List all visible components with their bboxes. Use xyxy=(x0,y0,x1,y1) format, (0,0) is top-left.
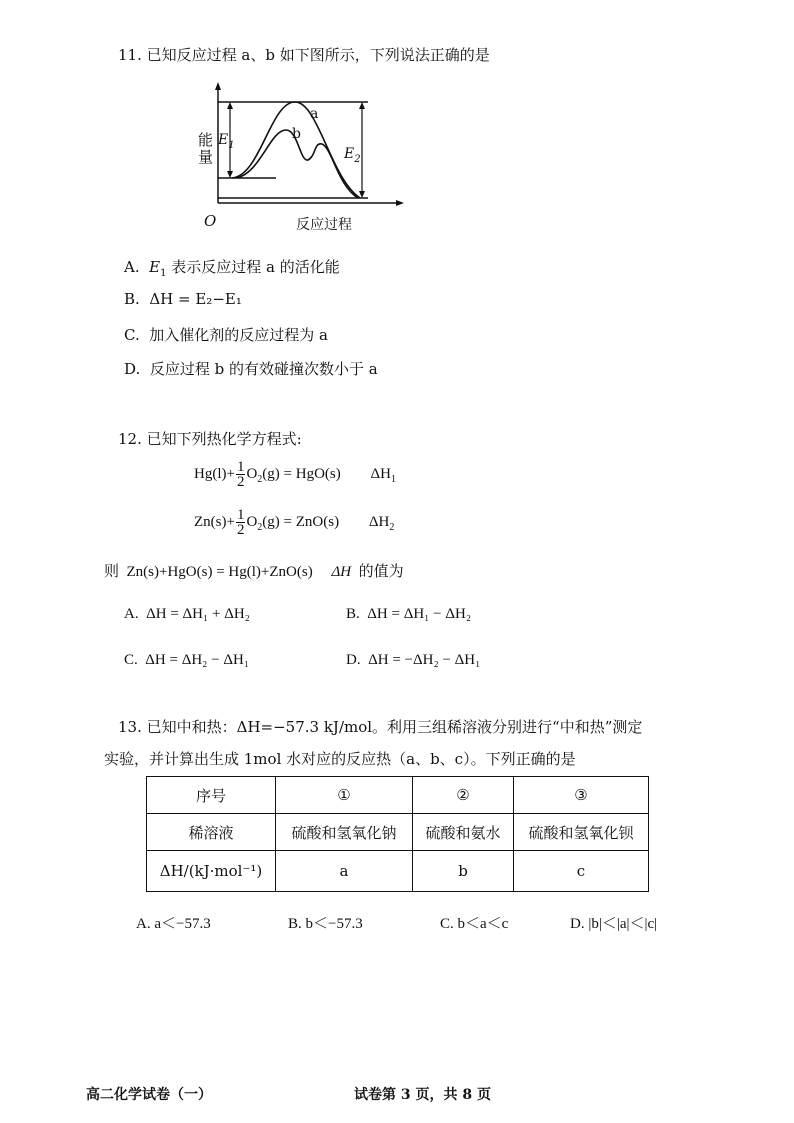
q12-option-c[interactable]: C. ΔH = ΔH₂ − ΔH₁ xyxy=(124,652,250,668)
q12-then-line: 则 Zn(s)+HgO(s) = Hg(l)+ZnO(s) ΔH 的值为 xyxy=(104,564,404,580)
q13-table xyxy=(146,776,649,892)
y-axis-arrow xyxy=(215,82,221,90)
footer-title: 高二化学试卷（一） xyxy=(86,1087,212,1103)
graph-origin-label: O xyxy=(204,212,217,230)
e1-arrow-head-top xyxy=(227,102,233,109)
table-cell: 硫酸和氨水 xyxy=(413,814,514,851)
table-cell: ΔH/(kJ·mol⁻¹) xyxy=(147,851,276,892)
e2-arrow-head-bottom xyxy=(359,191,365,198)
x-axis-arrow xyxy=(396,200,404,206)
q11-option-d[interactable]: D. 反应过程 b 的有效碰撞次数小于 a xyxy=(124,360,378,378)
table-cell: 硫酸和氢氧化钠 xyxy=(276,814,413,851)
q11-stem: 11. 已知反应过程 a、b 如下图所示，下列说法正确的是 xyxy=(118,46,490,64)
q11-option-c[interactable]: C. 加入催化剂的反应过程为 a xyxy=(124,326,328,344)
table-row xyxy=(147,777,649,814)
table-cell: ① xyxy=(276,777,413,814)
graph-x-label: 反应过程 xyxy=(296,217,352,233)
q13-option-a[interactable]: A. a＜−57.3 xyxy=(136,916,211,932)
q11-option-a[interactable]: A. $E_1$ 表示反应过程 a 的活化能 xyxy=(124,258,340,279)
graph-y-label: 能量 xyxy=(196,132,214,166)
q12-option-b[interactable]: B. ΔH = ΔH₁ − ΔH₂ xyxy=(346,606,472,622)
table-cell: ③ xyxy=(514,777,649,814)
table-row xyxy=(147,851,649,892)
e2-label: $E_2$ xyxy=(344,146,361,165)
e1-arrow-head-bottom xyxy=(227,171,233,178)
q12-stem: 12. 已知下列热化学方程式: xyxy=(118,430,302,448)
footer-page-number: 试卷第 3 页，共 8 页 xyxy=(354,1087,491,1103)
table-row xyxy=(147,814,649,851)
curve-b-label: b xyxy=(292,126,301,142)
table-cell: 序号 xyxy=(147,777,276,814)
curve-a-label: a xyxy=(310,106,319,122)
q13-option-c[interactable]: C. b＜a＜c xyxy=(440,916,509,932)
q11-option-b[interactable]: B. ΔH = E₂−E₁ xyxy=(124,290,242,308)
table-cell: 硫酸和氢氧化钡 xyxy=(514,814,649,851)
e2-arrow-head-top xyxy=(359,102,365,109)
q12-option-d[interactable]: D. ΔH = −ΔH₂ − ΔH₁ xyxy=(346,652,481,668)
table-cell: c xyxy=(514,851,649,892)
q12-option-a[interactable]: A. ΔH = ΔH₁ + ΔH₂ xyxy=(124,606,250,622)
table-cell: a xyxy=(276,851,413,892)
curve-a xyxy=(232,102,360,198)
table-cell: ② xyxy=(413,777,514,814)
e1-label: $E_1$ xyxy=(218,132,235,151)
q13-stem-line-2: 实验，并计算出生成 1mol 水对应的反应热（a、b、c）。下列正确的是 xyxy=(104,750,576,768)
q13-option-b[interactable]: B. b＜−57.3 xyxy=(288,916,363,932)
table-cell: 稀溶液 xyxy=(147,814,276,851)
table-cell: b xyxy=(413,851,514,892)
q13-stem-line-1: 13. 已知中和热：ΔH=−57.3 kJ/mol。利用三组稀溶液分别进行“中和热”测定 xyxy=(118,718,643,736)
q12-equation-2: Zn(s)+ $\frac{1}{2}$ $O_2(g) = ZnO(s)$ $\Delta H_2$ xyxy=(194,507,395,538)
q12-equation-1: Hg(l)+ $\frac{1}{2}$ $O_2(g) = HgO(s)$ $\Delta H_1$ xyxy=(194,459,396,490)
q13-option-d[interactable]: D. |b|＜|a|＜|c| xyxy=(570,916,658,932)
